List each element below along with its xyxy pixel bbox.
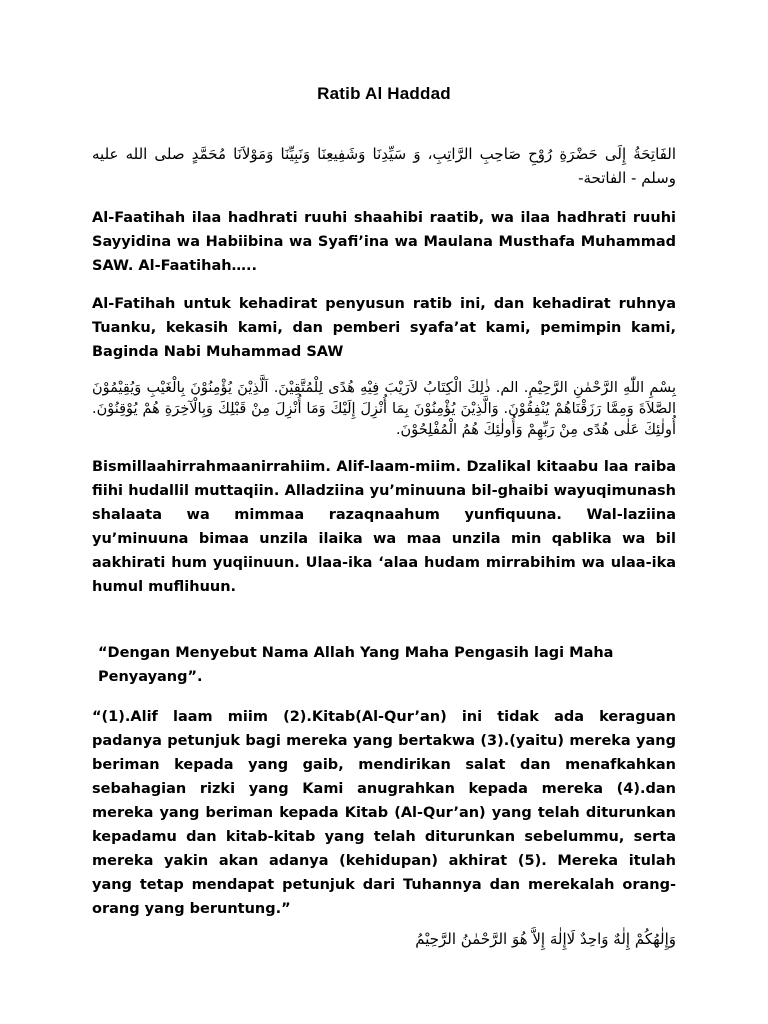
verses-transliteration: Bismillaahirrahmaanirrahiim. Alif-laam-miim. Dzalikal kitaabu laa raiba fiihi hudallil muttaqiin. Alladziina yu’minuuna bil-ghaibi wayuqimunash shalaata wa mimmaa razaqnaahum yunfiquuna. Wal-laziina yu’minuuna bimaa unzila ilaika wa maa unzila min qablika wa bil aakhirati hum yuqiinuun. Ulaa-ika ‘alaa hudam mirrabihim wa ulaa-ika humul muflihuun. xyxy=(92,459,676,595)
verses-arabic-text: بِسْمِ اللّٰهِ الرَّحْمٰنِ الرَّحِيْمِ. الم. ذٰلِكَ الْكِتَابُ لاَرَيْبَ فِيْهِ هُدًى لِلْمُتَّقِيْنَ. اَلَّذِيْنَ يُؤْمِنُوْنَ بِالْغَيْبِ وَيُقِيْمُوْنَ الصَّلاَةَ وَمِمَّا رَزَقْنَاهُمْ يُنْفِقُوْنَ. وَالَّذِيْنَ يُؤْمِنُوْنَ بِمَا أُنْزِلَ إِلَيْكَ وَمَا أُنْزِلَ مِنْ قَبْلِكَ وَبِالْآخِرَةِ هُمْ يُوْقِنُوْنَ. أُولٰئِكَ عَلٰى هُدًى مِنْ رَبِّهِمْ وَأُولٰئِكَ هُمُ الْمُفْلِحُوْنَ. xyxy=(92,380,676,438)
opening-translation: Al-Fatihah untuk kehadirat penyusun ratib ini, dan kehadirat ruhnya Tuanku, kekasih kami, dan pemberi syafa’at kami, pemimpin kami, Baginda Nabi Muhammad SAW xyxy=(92,296,676,360)
basmala-translation: “Dengan Menyebut Nama Allah Yang Maha Pengasih lagi Maha Penyayang”. xyxy=(98,645,614,685)
verses-translation: “(1).Alif laam miim (2).Kitab(Al-Qur’an) ini tidak ada keraguan padanya petunjuk bagi mereka yang bertakwa (3).(yaitu) mereka yang beriman kepada yang gaib, mendirikan salat dan menafkahkan sebahagian rizki yang Kami anugrahkan kepada mereka (4).dan mereka yang beriman kepada Kitab (Al-Qur’an) yang telah diturunkan kepadamu dan kitab-kitab yang telah diturunkan sebelummu, serta mereka yakin akan adanya (kehidupan) akhirat (5). Mereka itulah yang tetap mendapat petunjuk dari Tuhannya dan merekalah orang-orang yang beruntung.” xyxy=(92,709,676,917)
opening-arabic-text: الفَاتِحَةُ إِلَى حَضْرَةِ رُوْحِ صَاحِبِ الرَّاتِبِ، وَ سَيِّدِنَا وَشَفِيعِنَا وَنَبِيِّنَا وَمَوْلاَنَا مُحَمَّدٍ صلى الله عليه وسلم - الفاتحة- xyxy=(92,145,676,187)
closing-arabic-text: وَإِلٰهُكُمْ إِلٰهٌ وَاحِدٌ لَاإِلٰهَ إِلاَّ هُوَ الرَّحْمٰنُ الرَّحِيْمُ xyxy=(415,930,676,948)
opening-transliteration: Al-Faatihah ilaa hadhrati ruuhi shaahibi raatib, wa ilaa hadhrati ruuhi Sayyidina wa Habiibina wa Syafi’ina wa Maulana Musthafa Muhammad SAW. Al-Faatihah….. xyxy=(92,210,676,274)
document-title: Ratib Al Haddad xyxy=(317,84,451,103)
